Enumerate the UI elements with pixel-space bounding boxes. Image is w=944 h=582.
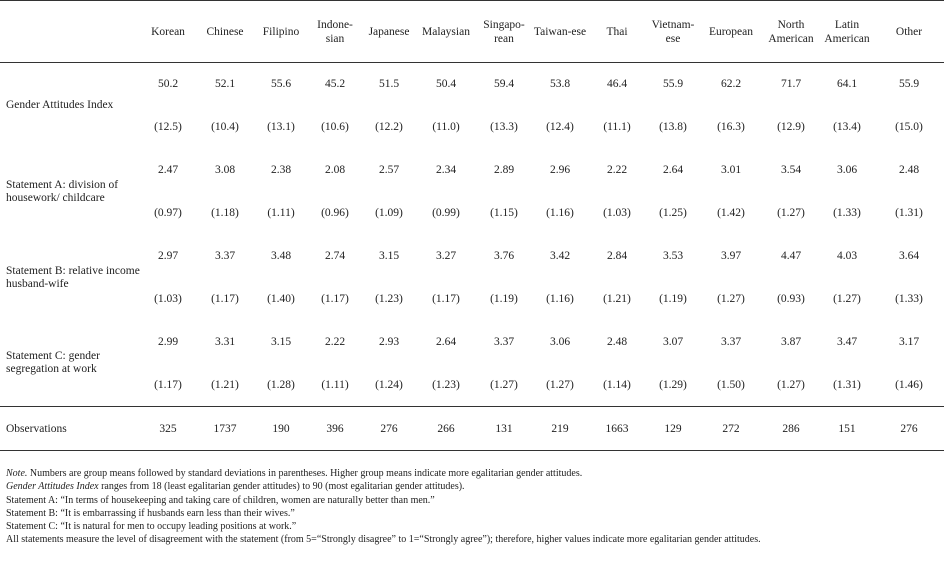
sd-value-cell: (1.46) xyxy=(895,378,923,391)
statement-c-text: Statement C: “It is natural for men to occupy leading positions at work.” xyxy=(6,521,297,533)
sd-value-cell: (1.14) xyxy=(603,378,631,391)
mean-value-cell: 2.99 xyxy=(157,336,179,348)
index-label: Gender Attitudes Index xyxy=(6,481,99,493)
mean-value-cell: 71.7 xyxy=(780,78,802,91)
column-header: Chinese xyxy=(196,1,254,63)
header-row xyxy=(0,1,944,63)
sd-value-cell: (1.11) xyxy=(267,207,295,219)
sd-value-cell: (1.17) xyxy=(154,378,182,391)
note-label: Note. xyxy=(6,468,28,479)
sd-row xyxy=(0,106,944,149)
sd-value-cell: (12.9) xyxy=(777,121,805,133)
mean-value-cell: 45.2 xyxy=(324,78,346,91)
index-definition xyxy=(6,480,938,493)
sd-value-cell: (0.97) xyxy=(154,207,182,219)
mean-value-cell: 3.17 xyxy=(898,336,920,348)
mean-value-cell: 2.38 xyxy=(270,164,292,176)
sd-value-cell: (1.11) xyxy=(321,378,349,391)
sd-row xyxy=(0,192,944,235)
observations-cell: 276 xyxy=(874,407,944,451)
mean-value-cell: 2.74 xyxy=(324,250,346,262)
sd-value-cell: (1.17) xyxy=(211,293,239,305)
sd-value-cell: (1.03) xyxy=(603,207,631,219)
mean-value-cell: 3.87 xyxy=(780,336,802,348)
column-header: Other xyxy=(874,1,944,63)
observations-cell: 266 xyxy=(416,407,476,451)
mean-value-cell: 50.4 xyxy=(435,78,457,91)
sd-value-cell: (1.29) xyxy=(659,378,687,391)
mean-value-cell: 3.08 xyxy=(214,164,236,176)
observations-cell: 1663 xyxy=(588,407,646,451)
sd-value-cell: (15.0) xyxy=(895,121,923,133)
sd-value-cell: (1.31) xyxy=(833,378,861,391)
mean-value-cell: 2.48 xyxy=(606,336,628,348)
sd-value-cell: (1.33) xyxy=(833,207,861,219)
sd-value-cell: (1.16) xyxy=(546,293,574,305)
sd-value-cell: (1.40) xyxy=(267,293,295,305)
mean-value-cell: 3.06 xyxy=(549,336,571,348)
mean-row xyxy=(0,149,944,192)
index-text: ranges from 18 (least egalitarian gender attitudes) to 90 (most egalitarian gender attitudes). xyxy=(98,481,465,493)
mean-value-cell: 2.08 xyxy=(324,164,346,176)
sd-value-cell: (1.19) xyxy=(490,293,518,305)
sd-value-cell: (1.03) xyxy=(154,293,182,305)
mean-value-cell: 3.01 xyxy=(720,164,742,176)
sd-value-cell: (1.27) xyxy=(777,378,805,391)
mean-value-cell: 2.22 xyxy=(606,164,628,176)
sd-value-cell: (0.93) xyxy=(777,293,805,305)
sd-value-cell: (1.15) xyxy=(490,207,518,219)
mean-value-cell: 2.64 xyxy=(435,336,457,348)
sd-value-cell: (13.1) xyxy=(267,121,295,133)
observations-cell: 286 xyxy=(762,407,820,451)
mean-value-cell: 2.22 xyxy=(324,336,346,348)
sd-value-cell: (1.27) xyxy=(490,378,518,391)
header-stub-cell xyxy=(0,1,140,63)
mean-value-cell: 3.07 xyxy=(662,336,684,348)
sd-value-cell: (1.09) xyxy=(375,207,403,219)
mean-value-cell: 46.4 xyxy=(606,78,628,91)
mean-value-cell: 3.42 xyxy=(549,250,571,262)
row-label: Statement B: relative income husband-wife xyxy=(6,264,140,290)
mean-value-cell: 52.1 xyxy=(214,78,236,91)
sd-value-cell: (0.96) xyxy=(321,207,349,219)
sd-value-cell: (1.21) xyxy=(603,293,631,305)
mean-value-cell: 3.53 xyxy=(662,250,684,262)
table-notes xyxy=(6,467,938,547)
mean-value-cell: 2.84 xyxy=(606,250,628,262)
mean-value-cell: 55.6 xyxy=(270,78,292,91)
observations-row xyxy=(0,407,944,451)
mean-value-cell: 64.1 xyxy=(836,78,858,91)
column-header: Taiwan-ese xyxy=(532,1,588,63)
mean-value-cell: 2.89 xyxy=(493,164,515,176)
sd-value-cell: (0.99) xyxy=(432,207,460,219)
mean-value-cell: 3.15 xyxy=(378,250,400,262)
observations-cell: 190 xyxy=(254,407,308,451)
mean-value-cell: 2.47 xyxy=(157,164,179,176)
column-header: Singapo-rean xyxy=(476,1,532,63)
mean-value-cell: 2.48 xyxy=(898,164,920,176)
mean-value-cell: 55.9 xyxy=(662,78,684,91)
column-header: Korean xyxy=(140,1,196,63)
mean-value-cell: 2.97 xyxy=(157,250,179,262)
sd-value-cell: (1.25) xyxy=(659,207,687,219)
column-header: Thai xyxy=(588,1,646,63)
column-header: European xyxy=(700,1,762,63)
mean-value-cell: 3.54 xyxy=(780,164,802,176)
column-header: North American xyxy=(762,1,820,63)
sd-value-cell: (12.2) xyxy=(375,121,403,133)
column-header: Japanese xyxy=(362,1,416,63)
table-body xyxy=(0,1,944,451)
sd-value-cell: (13.8) xyxy=(659,121,687,133)
sd-value-cell: (12.5) xyxy=(154,121,182,133)
sd-value-cell: (10.6) xyxy=(321,121,349,133)
observations-cell: 131 xyxy=(476,407,532,451)
sd-row xyxy=(0,364,944,407)
sd-value-cell: (1.19) xyxy=(659,293,687,305)
sd-value-cell: (1.33) xyxy=(895,293,923,305)
sd-value-cell: (11.0) xyxy=(432,121,460,133)
mean-value-cell: 2.93 xyxy=(378,336,400,348)
mean-value-cell: 3.64 xyxy=(898,250,920,262)
observations-cell: 219 xyxy=(532,407,588,451)
sd-value-cell: (13.3) xyxy=(490,121,518,133)
mean-row xyxy=(0,235,944,278)
mean-value-cell: 51.5 xyxy=(378,78,400,91)
observations-cell: 151 xyxy=(820,407,874,451)
row-label: Statement C: gender segregation at work xyxy=(6,350,100,376)
mean-value-cell: 3.76 xyxy=(493,250,515,262)
sd-value-cell: (1.27) xyxy=(546,378,574,391)
sd-value-cell: (1.17) xyxy=(432,293,460,305)
observations-cell: 276 xyxy=(362,407,416,451)
column-header: Latin American xyxy=(820,1,874,63)
note-line xyxy=(6,467,938,480)
observations-cell: 396 xyxy=(308,407,362,451)
observations-cell: 1737 xyxy=(196,407,254,451)
sd-value-cell: (1.23) xyxy=(432,378,460,391)
mean-value-cell: 62.2 xyxy=(720,78,742,91)
column-header: Filipino xyxy=(254,1,308,63)
mean-value-cell: 2.64 xyxy=(662,164,684,176)
mean-value-cell: 3.97 xyxy=(720,250,742,262)
mean-value-cell: 3.37 xyxy=(720,336,742,348)
observations-cell: 129 xyxy=(646,407,700,451)
sd-value-cell: (1.31) xyxy=(895,207,923,219)
mean-value-cell: 2.34 xyxy=(435,164,457,176)
sd-value-cell: (10.4) xyxy=(211,121,239,133)
mean-value-cell: 50.2 xyxy=(157,78,179,91)
column-header: Indone-sian xyxy=(308,1,362,63)
mean-value-cell: 2.57 xyxy=(378,164,400,176)
measurement-note: All statements measure the level of disagreement with the statement (from 5=“Strongly disagree” to 1=“Strongly agree”); therefore, higher values indicate more egalitarian gender attitudes. xyxy=(6,534,761,546)
note-text: Numbers are group means followed by standard deviations in parentheses. Higher group means indicate more egalitarian gender attitudes. xyxy=(27,468,583,479)
mean-value-cell: 3.37 xyxy=(493,336,515,348)
sd-value-cell: (1.27) xyxy=(717,293,745,305)
observations-label: Observations xyxy=(0,407,140,451)
sd-value-cell: (1.16) xyxy=(546,207,574,219)
mean-value-cell: 3.15 xyxy=(270,336,292,348)
row-label: Statement A: division of housework/ childcare xyxy=(6,178,119,204)
mean-value-cell: 3.37 xyxy=(214,250,236,262)
sd-value-cell: (1.50) xyxy=(717,378,745,391)
mean-value-cell: 3.06 xyxy=(836,164,858,176)
row-label: Gender Attitudes Index xyxy=(6,99,114,112)
mean-value-cell: 3.27 xyxy=(435,250,457,262)
sd-value-cell: (1.42) xyxy=(717,207,745,219)
mean-value-cell: 3.48 xyxy=(270,250,292,262)
mean-row xyxy=(0,63,944,106)
statement-a-text: Statement A: “In terms of housekeeping and taking care of children, women are naturally better than men.” xyxy=(6,494,435,506)
mean-value-cell: 3.31 xyxy=(214,336,236,348)
mean-value-cell: 59.4 xyxy=(493,78,515,91)
mean-value-cell: 4.47 xyxy=(780,250,802,262)
column-header: Malaysian xyxy=(416,1,476,63)
sd-value-cell: (1.27) xyxy=(833,293,861,305)
observations-cell: 325 xyxy=(140,407,196,451)
sd-value-cell: (1.18) xyxy=(211,207,239,219)
sd-value-cell: (11.1) xyxy=(603,121,631,133)
sd-value-cell: (13.4) xyxy=(833,121,861,133)
sd-value-cell: (16.3) xyxy=(717,121,745,133)
sd-value-cell: (1.17) xyxy=(321,293,349,305)
sd-value-cell: (1.23) xyxy=(375,293,403,305)
observations-cell: 272 xyxy=(700,407,762,451)
sd-value-cell: (1.24) xyxy=(375,378,403,391)
sd-row xyxy=(0,278,944,321)
statement-b-text: Statement B: “It is embarrassing if husbands earn less than their wives.” xyxy=(6,507,295,519)
mean-value-cell: 53.8 xyxy=(549,78,571,91)
mean-row xyxy=(0,321,944,364)
mean-value-cell: 3.47 xyxy=(836,336,858,348)
mean-value-cell: 55.9 xyxy=(898,78,920,91)
column-header: Vietnam-ese xyxy=(646,1,700,63)
mean-value-cell: 4.03 xyxy=(836,250,858,262)
mean-value-cell: 2.96 xyxy=(549,164,571,176)
sd-value-cell: (1.28) xyxy=(267,378,295,391)
sd-value-cell: (12.4) xyxy=(546,121,574,133)
sd-value-cell: (1.21) xyxy=(211,378,239,391)
sd-value-cell: (1.27) xyxy=(777,207,805,219)
